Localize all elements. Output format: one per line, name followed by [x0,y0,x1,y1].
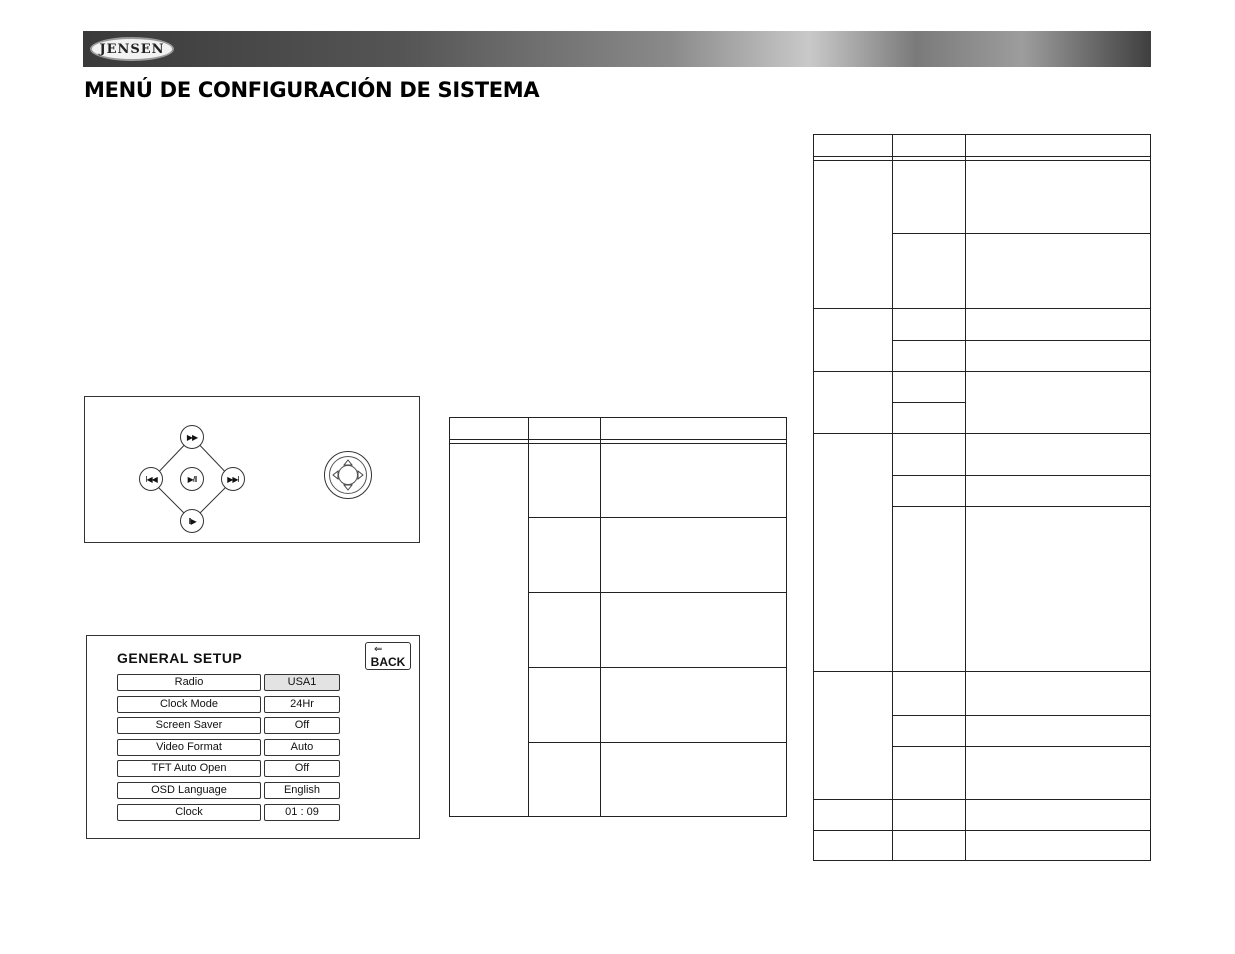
play-pause-icon: ▶/II [187,474,197,484]
fast-forward-button[interactable] [180,425,204,449]
step-button[interactable] [180,509,204,533]
table-header-divider [450,439,786,440]
table-row-divider [814,671,1150,672]
table-row-divider [528,592,786,593]
header-banner [83,31,1151,67]
play-pause-button[interactable] [180,467,204,491]
setting-name: OSD Language [117,782,261,799]
table-row-divider [814,371,1150,372]
table-header-divider [450,443,786,444]
table-column-divider [600,418,601,816]
joystick-center [338,465,358,485]
table-header-divider [814,156,1150,157]
table-row-divider [814,433,1150,434]
setting-name: Screen Saver [117,717,261,734]
table-row-divider [892,746,1150,747]
setting-name: Radio [117,674,261,691]
table-header-divider [814,160,1150,161]
table-row-divider [814,830,1150,831]
setting-value[interactable]: Auto [264,739,340,756]
table-row-divider [814,308,1150,309]
table-row-divider [892,715,1150,716]
setting-value[interactable]: Off [264,760,340,777]
remote-control-diagram [84,396,420,543]
jensen-logo [90,37,174,61]
back-button[interactable] [365,642,411,670]
table-row-divider [814,799,1150,800]
back-arrow-icon: ⇐ [374,644,383,655]
setting-name: Clock Mode [117,696,261,713]
brand-name: JENSEN [99,41,165,57]
table-row-divider [528,667,786,668]
setting-value[interactable]: 24Hr [264,696,340,713]
next-track-button[interactable] [221,467,245,491]
settings-table-right [813,134,1151,861]
table-row-divider [892,506,1150,507]
setting-value[interactable]: English [264,782,340,799]
previous-track-button[interactable] [139,467,163,491]
step-icon: II▶ [188,516,196,526]
back-label: BACK [370,655,406,669]
table-row-divider [892,340,1150,341]
fast-forward-icon: ▶▶ [186,432,198,442]
table-column-divider [965,135,966,860]
navigation-joystick[interactable] [324,451,372,499]
general-setup-screen [86,635,420,839]
setup-title: GENERAL SETUP [117,650,243,666]
table-column-divider [892,135,893,860]
next-track-icon: ▶▶I [227,474,239,484]
page-title: MENÚ DE CONFIGURACIÓN DE SISTEMA [84,78,540,102]
table-row-divider [892,402,965,403]
table-row-divider [528,517,786,518]
setting-value[interactable]: USA1 [264,674,340,691]
settings-table-middle [449,417,787,817]
table-row-divider [892,475,1150,476]
setting-value[interactable]: Off [264,717,340,734]
setting-name: Video Format [117,739,261,756]
previous-track-icon: I◀◀ [145,474,157,484]
setting-name: TFT Auto Open [117,760,261,777]
setting-name: Clock [117,804,261,821]
setting-value[interactable]: 01 : 09 [264,804,340,821]
table-row-divider [528,742,786,743]
table-row-divider [892,233,1150,234]
table-column-divider [528,418,529,816]
